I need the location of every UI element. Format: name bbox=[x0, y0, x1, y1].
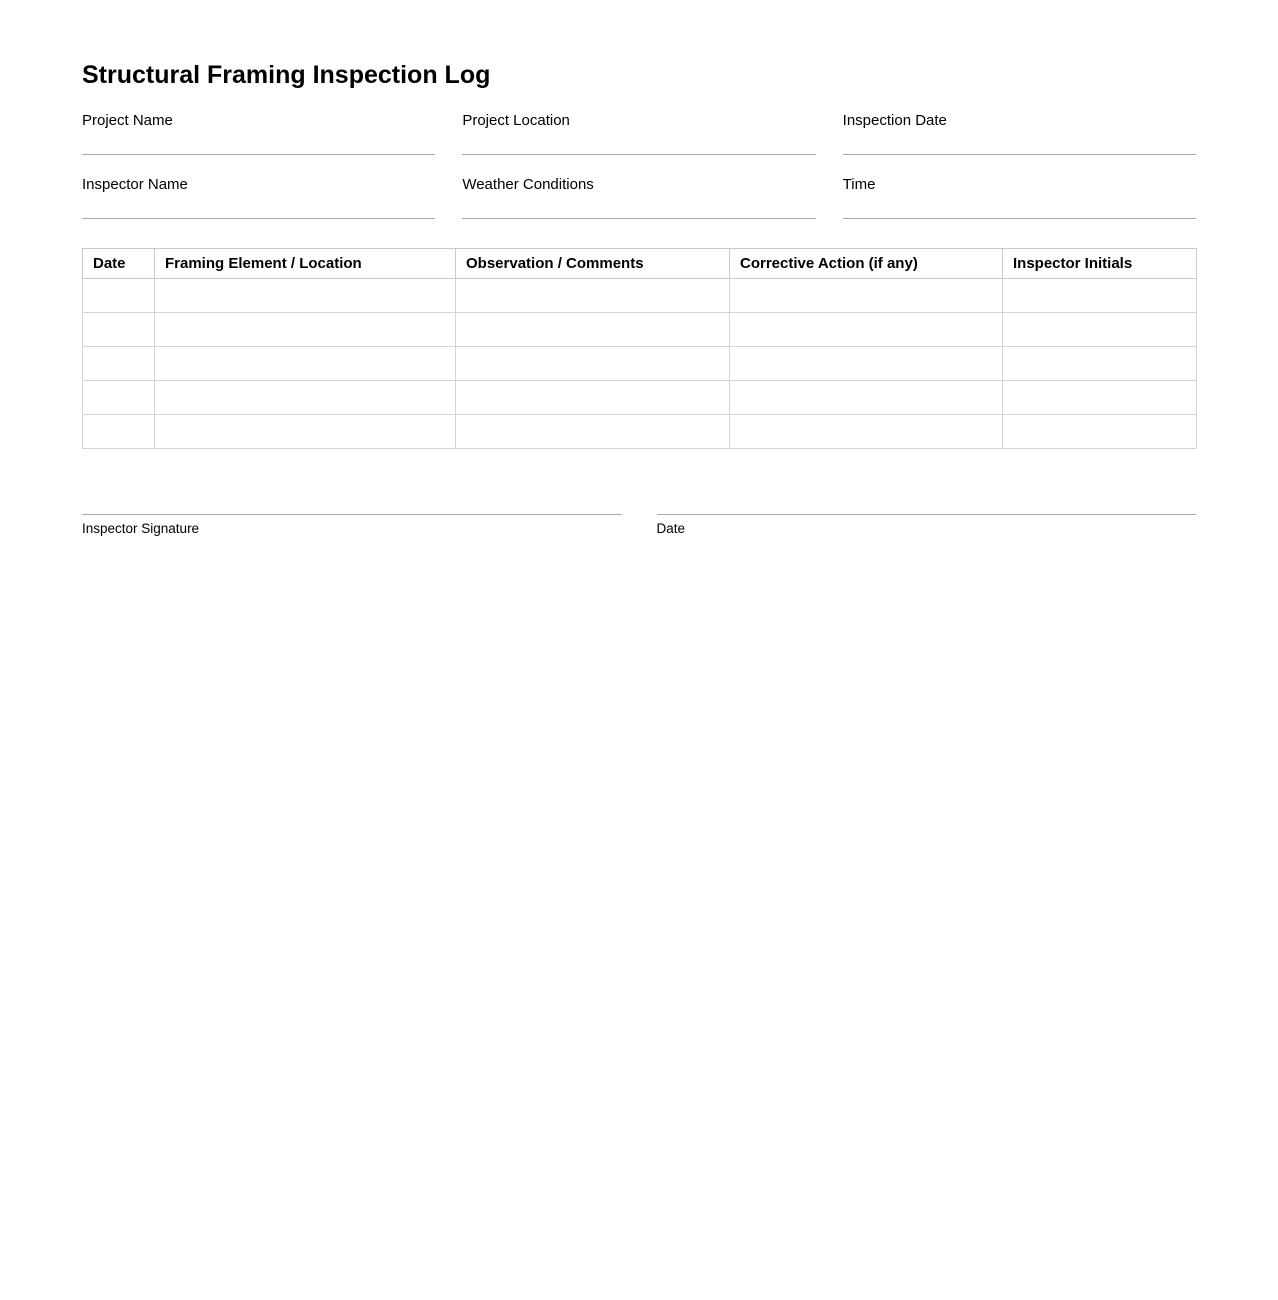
field-label: Weather Conditions bbox=[462, 176, 594, 193]
signature-date-block bbox=[657, 514, 1197, 537]
table-cell bbox=[83, 313, 155, 347]
table-cell bbox=[1003, 381, 1197, 415]
table-cell bbox=[730, 313, 1003, 347]
table-cell bbox=[83, 381, 155, 415]
signature-section bbox=[82, 514, 1196, 537]
table-cell bbox=[456, 415, 730, 449]
date-label: Date bbox=[656, 521, 686, 536]
field-weather-conditions bbox=[462, 176, 815, 219]
table-cell bbox=[456, 381, 730, 415]
signature-label: Inspector Signature bbox=[82, 521, 200, 536]
date-line bbox=[657, 514, 1197, 515]
table-row bbox=[83, 347, 1197, 381]
blank-write-line bbox=[843, 218, 1196, 219]
field-time bbox=[843, 176, 1196, 219]
table-cell bbox=[155, 279, 456, 313]
table-cell bbox=[456, 347, 730, 381]
table-cell bbox=[155, 381, 456, 415]
table-cell bbox=[83, 347, 155, 381]
blank-write-line bbox=[462, 218, 815, 219]
table-cell bbox=[155, 347, 456, 381]
field-inspection-date bbox=[843, 112, 1196, 155]
table-header-row bbox=[83, 249, 1197, 279]
table-cell bbox=[1003, 415, 1197, 449]
table-cell bbox=[730, 415, 1003, 449]
table-row bbox=[83, 415, 1197, 449]
column-header-framing-element: Framing Element / Location bbox=[155, 249, 456, 279]
signature-line bbox=[82, 514, 622, 515]
table-cell bbox=[1003, 279, 1197, 313]
field-label: Inspection Date bbox=[842, 112, 947, 129]
blank-write-line bbox=[462, 154, 815, 155]
column-header-date: Date bbox=[83, 249, 155, 279]
page-title: Structural Framing Inspection Log bbox=[82, 61, 491, 89]
table-cell bbox=[83, 279, 155, 313]
field-project-name bbox=[82, 112, 435, 155]
field-label: Time bbox=[842, 176, 876, 193]
column-header-observation: Observation / Comments bbox=[456, 249, 730, 279]
table-cell bbox=[155, 313, 456, 347]
table-row bbox=[83, 313, 1197, 347]
inspector-signature-block bbox=[82, 514, 622, 537]
table-cell bbox=[155, 415, 456, 449]
field-inspector-name bbox=[82, 176, 435, 219]
column-header-inspector-initials: Inspector Initials bbox=[1003, 249, 1197, 279]
table-cell bbox=[730, 381, 1003, 415]
table-cell bbox=[1003, 313, 1197, 347]
column-header-corrective-action: Corrective Action (if any) bbox=[730, 249, 1003, 279]
inspection-log-table bbox=[82, 248, 1197, 449]
field-label: Project Location bbox=[462, 112, 570, 129]
table-row bbox=[83, 279, 1197, 313]
log-table-body bbox=[83, 279, 1197, 449]
table-cell bbox=[730, 279, 1003, 313]
field-project-location bbox=[462, 112, 815, 155]
field-label: Project Name bbox=[82, 112, 173, 129]
blank-write-line bbox=[843, 154, 1196, 155]
blank-write-line bbox=[82, 154, 435, 155]
table-cell bbox=[730, 347, 1003, 381]
header-fields bbox=[82, 112, 1196, 219]
table-cell bbox=[83, 415, 155, 449]
field-label: Inspector Name bbox=[82, 176, 188, 193]
table-cell bbox=[1003, 347, 1197, 381]
table-row bbox=[83, 381, 1197, 415]
table-cell bbox=[456, 279, 730, 313]
blank-write-line bbox=[82, 218, 435, 219]
table-cell bbox=[456, 313, 730, 347]
